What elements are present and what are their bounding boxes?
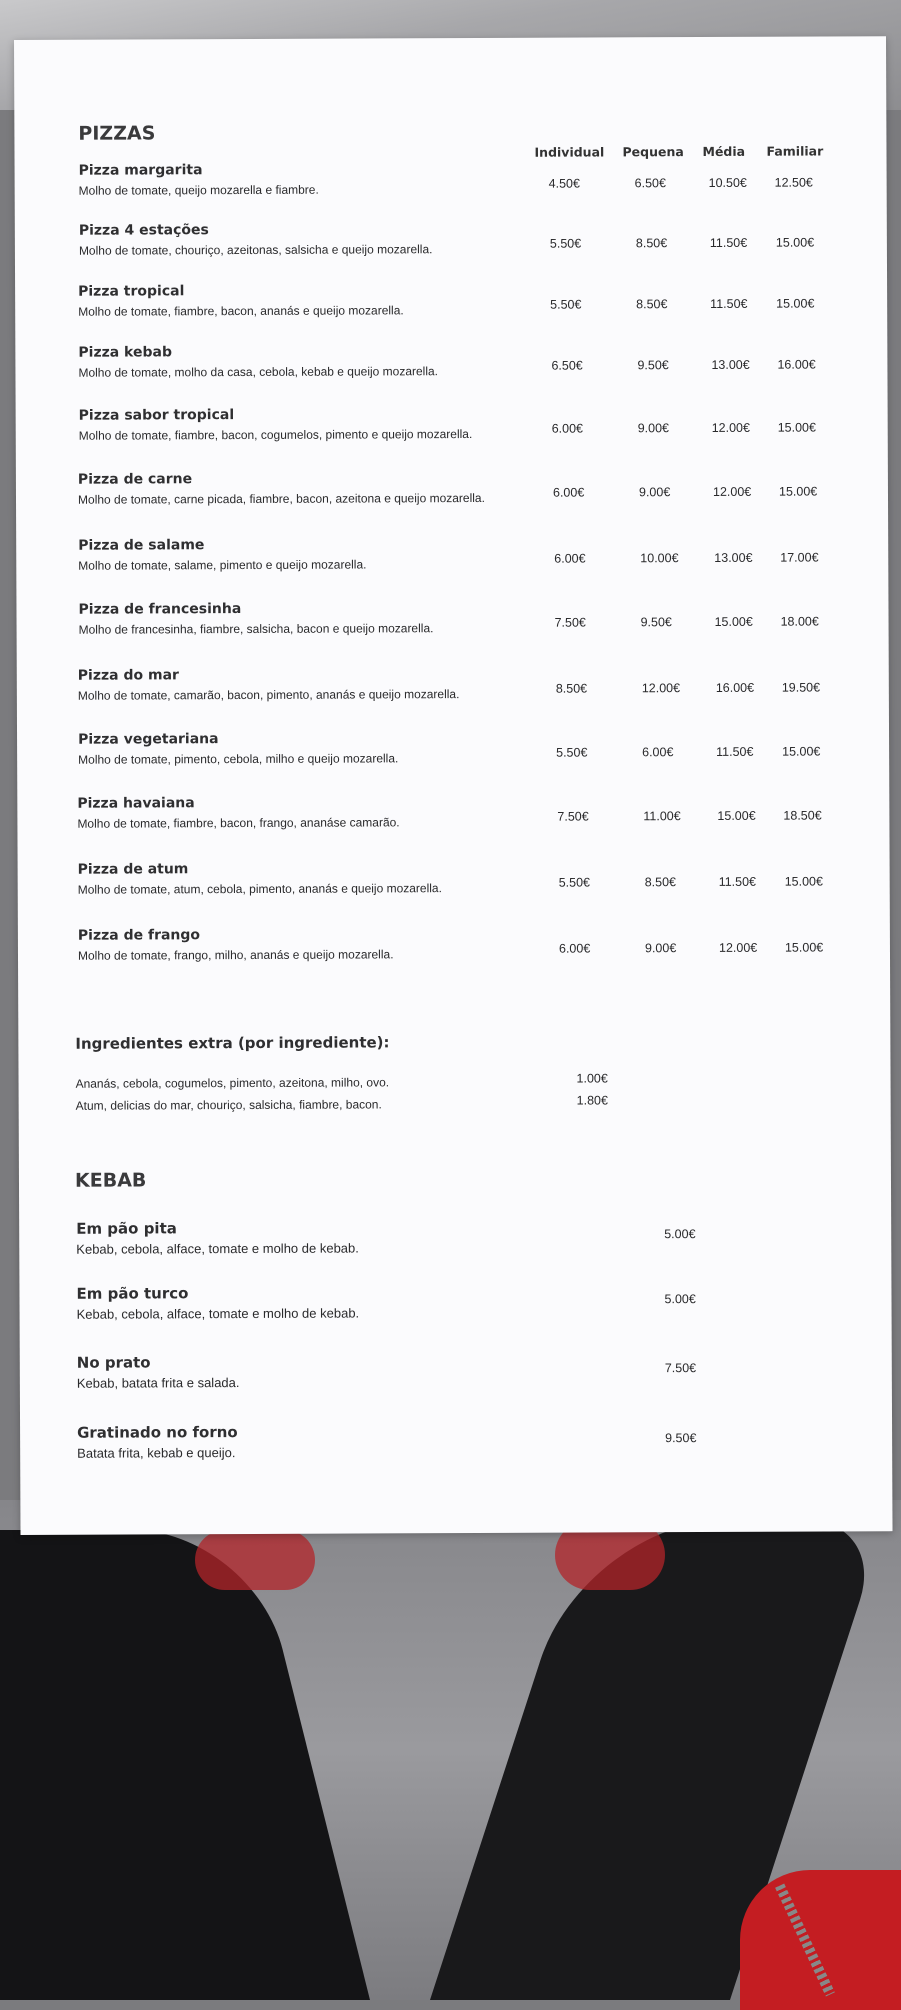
pizza-price-media: 12.00€ — [718, 940, 758, 955]
pizza-description: Molho de tomate, chouriço, azeitonas, salsicha e queijo mozarella. — [78, 242, 433, 258]
pizza-price-familiar: 15.00€ — [784, 940, 824, 955]
pizza-name: Pizza do mar — [77, 667, 179, 684]
pizza-price-media: 11.50€ — [718, 874, 757, 889]
pizza-price-pequena: 6.50€ — [634, 176, 666, 191]
pizza-price-familiar: 15.00€ — [777, 420, 816, 435]
pizza-price-pequena: 8.50€ — [644, 875, 676, 890]
column-header-pequena: Pequena — [622, 144, 684, 160]
pizza-price-media: 15.00€ — [714, 614, 753, 629]
pizza-price-individual: 7.50€ — [557, 809, 589, 824]
column-header-media: Média — [702, 143, 746, 159]
pizza-name: Pizza vegetariana — [78, 731, 219, 748]
red-jacket — [740, 1870, 901, 2010]
pizza-price-familiar: 12.50€ — [774, 175, 813, 190]
pizza-name: Pizza de salame — [78, 537, 205, 554]
pizza-price-pequena: 9.00€ — [637, 421, 670, 436]
pizza-price-media: 11.50€ — [709, 235, 748, 250]
pizza-name: Pizza margarita — [78, 162, 203, 179]
pizza-description: Molho de tomate, salame, pimento e queijo mozarella. — [78, 557, 367, 573]
pizza-description: Molho de tomate, carne picada, fiambre, bacon, azeitona e queijo mozarella. — [77, 490, 485, 507]
kebab-description: Kebab, cebola, alface, tomate e molho de kebab. — [76, 1240, 359, 1257]
extra-item-desc: Ananás, cebola, cogumelos, pimento, azeitona, milho, ovo. — [75, 1075, 390, 1091]
pizza-price-pequena: 12.00€ — [641, 681, 681, 696]
pizza-price-individual: 5.50€ — [550, 297, 582, 312]
kebab-name: Em pão pita — [76, 1219, 177, 1238]
pizza-price-pequena: 9.00€ — [644, 941, 677, 956]
pizza-price-pequena: 9.50€ — [640, 615, 672, 630]
pizza-price-pequena: 11.00€ — [643, 809, 681, 824]
pizza-price-familiar: 15.00€ — [775, 235, 815, 250]
pizza-name: Pizza de carne — [77, 471, 193, 488]
kebab-name: Em pão turco — [76, 1284, 189, 1303]
extra-item-price: 1.80€ — [576, 1093, 608, 1108]
pizza-description: Molho de tomate, fiambre, bacon, ananás e queijo mozarella. — [78, 303, 404, 319]
pizza-description: Molho de tomate, pimento, cebola, milho e queijo mozarella. — [78, 751, 399, 767]
kebab-description: Kebab, cebola, alface, tomate e molho de kebab. — [76, 1305, 360, 1322]
pizza-name: Pizza havaiana — [77, 795, 195, 812]
pizza-price-pequena: 6.00€ — [642, 745, 674, 760]
pizza-description: Molho de tomate, molho da casa, cebola, kebab e queijo mozarella. — [78, 364, 439, 380]
pizza-price-media: 13.00€ — [714, 550, 753, 565]
pizza-name: Pizza sabor tropical — [78, 407, 235, 424]
pizza-price-familiar: 19.50€ — [781, 680, 821, 695]
pizza-price-familiar: 16.00€ — [777, 357, 816, 372]
pizza-price-familiar: 15.00€ — [784, 874, 823, 889]
pizza-description: Molho de tomate, frango, milho, ananás e queijo mozarella. — [77, 947, 394, 963]
column-header-individual: Individual — [534, 144, 605, 160]
pizza-price-media: 10.50€ — [708, 175, 747, 190]
pizza-name: Pizza 4 estações — [78, 222, 209, 239]
column-header-familiar: Familiar — [766, 143, 824, 159]
pizza-price-media: 15.00€ — [717, 808, 756, 823]
pizza-price-media: 16.00€ — [715, 680, 755, 695]
pizza-price-pequena: 10.00€ — [640, 551, 679, 566]
menu-sheet — [14, 36, 893, 1535]
pizza-price-individual: 6.00€ — [554, 551, 586, 566]
pizza-price-media: 12.00€ — [712, 484, 752, 499]
pizza-description: Molho de tomate, atum, cebola, pimento, ananás e queijo mozarella. — [77, 881, 442, 897]
pizza-name: Pizza de frango — [77, 927, 201, 944]
pizza-description: Molho de tomate, fiambre, bacon, frango, ananáse camarão. — [77, 815, 400, 831]
pizza-price-familiar: 15.00€ — [776, 296, 815, 311]
kebab-price: 5.00€ — [664, 1292, 696, 1307]
kebab-name: No prato — [76, 1353, 151, 1372]
pizza-price-familiar: 18.00€ — [780, 614, 819, 629]
kebab-description: Kebab, batata frita e salada. — [76, 1375, 240, 1391]
extra-item-desc: Atum, delicias do mar, chouriço, salsicha, fiambre, bacon. — [75, 1097, 382, 1113]
kebab-name: Gratinado no forno — [77, 1423, 238, 1442]
pizza-price-media: 11.50€ — [716, 744, 754, 759]
extras-title: Ingredientes extra (por ingrediente): — [75, 1033, 390, 1053]
pizza-price-individual: 6.00€ — [552, 485, 585, 500]
pizza-price-media: 11.50€ — [710, 296, 748, 311]
pizza-price-media: 13.00€ — [711, 357, 750, 372]
pizza-name: Pizza kebab — [78, 344, 173, 361]
pizza-description: Molho de tomate, camarão, bacon, pimento, ananás e queijo mozarella. — [77, 687, 460, 703]
pizza-price-pequena: 9.50€ — [637, 358, 669, 373]
section-title-kebab: KEBAB — [74, 1169, 147, 1192]
pizza-description: Molho de tomate, queijo mozarella e fiambre. — [78, 182, 319, 198]
pizza-price-individual: 6.50€ — [551, 358, 583, 373]
pizza-name: Pizza de atum — [77, 861, 189, 878]
shoe-left — [195, 1530, 315, 1590]
pizza-price-familiar: 15.00€ — [782, 744, 821, 759]
pizza-price-individual: 5.50€ — [558, 875, 590, 890]
pizza-price-individual: 4.50€ — [548, 176, 580, 191]
kebab-description: Batata frita, kebab e queijo. — [77, 1445, 236, 1461]
pizza-price-pequena: 8.50€ — [635, 236, 668, 251]
pizza-price-familiar: 17.00€ — [780, 550, 819, 565]
pizza-price-individual: 6.00€ — [558, 941, 591, 956]
pizza-price-individual: 5.50€ — [556, 745, 588, 760]
pizza-price-pequena: 8.50€ — [636, 297, 668, 312]
extra-item-price: 1.00€ — [576, 1071, 608, 1086]
kebab-price: 9.50€ — [665, 1431, 697, 1446]
pizza-price-individual: 7.50€ — [554, 615, 586, 630]
kebab-price: 5.00€ — [664, 1227, 696, 1242]
pizza-name: Pizza de francesinha — [78, 601, 242, 618]
pizza-name: Pizza tropical — [78, 283, 185, 300]
pizza-price-familiar: 18.50€ — [783, 808, 822, 823]
pizza-price-individual: 5.50€ — [549, 236, 582, 251]
pizza-description: Molho de tomate, fiambre, bacon, cogumelos, pimento e queijo mozarella. — [78, 427, 473, 443]
section-title-pizzas: PIZZAS — [78, 122, 156, 145]
pizza-price-individual: 6.00€ — [551, 421, 584, 436]
pizza-price-media: 12.00€ — [711, 420, 750, 435]
pizza-price-pequena: 9.00€ — [638, 485, 671, 500]
pizza-price-individual: 8.50€ — [555, 681, 588, 696]
pizza-price-familiar: 15.00€ — [778, 484, 818, 499]
kebab-price: 7.50€ — [664, 1361, 697, 1376]
pizza-description: Molho de francesinha, fiambre, salsicha, bacon e queijo mozarella. — [78, 621, 434, 637]
